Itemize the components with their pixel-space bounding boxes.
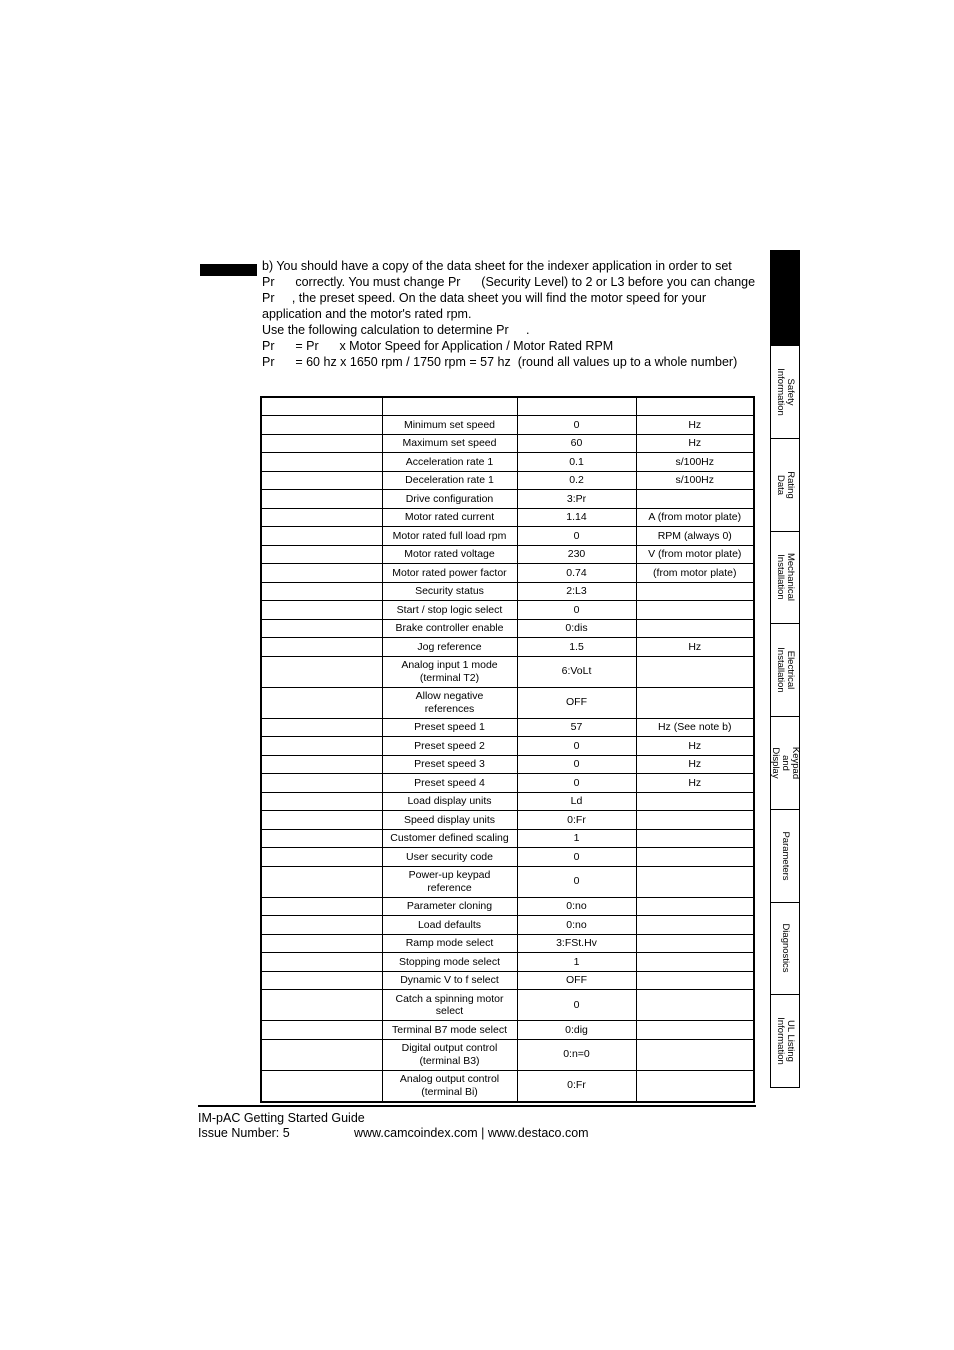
parameter-name-cell: Customer defined scaling: [382, 829, 517, 848]
parameter-value-cell: 230: [517, 545, 636, 564]
parameter-number-cell: [261, 971, 382, 990]
parameter-number-cell: [261, 792, 382, 811]
parameter-value-cell: 0:dis: [517, 619, 636, 638]
side-tab-label: Rating Data: [775, 470, 796, 499]
parameter-number-cell: [261, 718, 382, 737]
footer-websites: www.camcoindex.com | www.destaco.com: [354, 1126, 589, 1140]
parameter-unit-cell: Hz: [636, 774, 754, 793]
parameter-value-cell: 6:VoLt: [517, 656, 636, 687]
table-header-cell: [636, 397, 754, 416]
parameter-value-cell: 1: [517, 953, 636, 972]
parameter-value-cell: 0:Fr: [517, 1070, 636, 1102]
table-row: [261, 687, 754, 718]
parameter-value-cell: 57: [517, 718, 636, 737]
parameter-number-cell: [261, 953, 382, 972]
parameter-value-cell: 3:Pr: [517, 490, 636, 509]
parameter-number-cell: [261, 453, 382, 472]
table-row: [261, 916, 754, 935]
parameter-name-cell: Jog reference: [382, 638, 517, 657]
parameter-name-cell: Power-up keypad reference: [382, 866, 517, 897]
parameter-number-cell: [261, 866, 382, 897]
parameter-number-cell: [261, 508, 382, 527]
parameter-value-cell: 0: [517, 774, 636, 793]
parameter-number-cell: [261, 897, 382, 916]
parameter-number-cell: [261, 1021, 382, 1040]
parameter-value-cell: 3:FSt.Hv: [517, 934, 636, 953]
parameter-unit-cell: [636, 829, 754, 848]
parameter-value-cell: 0: [517, 416, 636, 435]
intro-line: Pr = Pr x Motor Speed for Application / Motor Rated RPM: [262, 339, 614, 353]
parameter-name-cell: User security code: [382, 848, 517, 867]
parameter-unit-cell: [636, 656, 754, 687]
table-row: [261, 755, 754, 774]
table-row: [261, 564, 754, 583]
side-tab-ul-listing-information[interactable]: [771, 994, 799, 1087]
parameter-value-cell: 0: [517, 848, 636, 867]
parameter-number-cell: [261, 687, 382, 718]
parameter-value-cell: 1.14: [517, 508, 636, 527]
parameter-name-cell: Drive configuration: [382, 490, 517, 509]
parameter-unit-cell: Hz: [636, 416, 754, 435]
parameter-value-cell: 0: [517, 755, 636, 774]
table-row: [261, 792, 754, 811]
parameter-number-cell: [261, 1070, 382, 1102]
table-row: [261, 656, 754, 687]
table-row: [261, 848, 754, 867]
parameter-unit-cell: [636, 601, 754, 620]
parameter-value-cell: 1: [517, 829, 636, 848]
parameter-value-cell: Ld: [517, 792, 636, 811]
parameter-name-cell: Minimum set speed: [382, 416, 517, 435]
table-row: [261, 811, 754, 830]
parameter-value-cell: 0.1: [517, 453, 636, 472]
table-row: [261, 601, 754, 620]
parameter-name-cell: Preset speed 4: [382, 774, 517, 793]
table-row: [261, 1039, 754, 1070]
parameter-unit-cell: s/100Hz: [636, 471, 754, 490]
parameter-number-cell: [261, 990, 382, 1021]
parameter-unit-cell: [636, 971, 754, 990]
parameter-number-cell: [261, 601, 382, 620]
parameter-number-cell: [261, 656, 382, 687]
side-tab-diagnostics[interactable]: [771, 902, 799, 995]
parameter-unit-cell: [636, 582, 754, 601]
parameter-name-cell: Motor rated current: [382, 508, 517, 527]
intro-line: Pr , the preset speed. On the data sheet you will find the motor speed for your: [262, 291, 706, 305]
table-row: [261, 737, 754, 756]
table-row: [261, 527, 754, 546]
parameter-unit-cell: [636, 897, 754, 916]
parameter-value-cell: OFF: [517, 687, 636, 718]
parameter-name-cell: Preset speed 1: [382, 718, 517, 737]
parameter-number-cell: [261, 916, 382, 935]
parameter-table: [260, 396, 755, 1103]
parameter-number-cell: [261, 638, 382, 657]
side-tab-parameters[interactable]: [771, 809, 799, 902]
intro-text: [262, 258, 762, 370]
parameter-unit-cell: RPM (always 0): [636, 527, 754, 546]
table-row: [261, 638, 754, 657]
table-row: [261, 582, 754, 601]
parameter-value-cell: 0: [517, 866, 636, 897]
footer-rule: [198, 1105, 756, 1107]
parameter-unit-cell: Hz: [636, 755, 754, 774]
parameter-number-cell: [261, 619, 382, 638]
parameter-unit-cell: Hz: [636, 434, 754, 453]
parameter-number-cell: [261, 582, 382, 601]
parameter-name-cell: Security status: [382, 582, 517, 601]
footer-issue-number: Issue Number: 5: [198, 1126, 290, 1140]
section-marker: [200, 264, 257, 276]
parameter-number-cell: [261, 471, 382, 490]
table-row: [261, 1021, 754, 1040]
intro-line: application and the motor's rated rpm.: [262, 307, 472, 321]
side-tab-label: Safety Information: [775, 368, 796, 416]
parameter-name-cell: Motor rated voltage: [382, 545, 517, 564]
table-header-row: [261, 397, 754, 416]
side-tab-label: Diagnostics: [780, 923, 791, 973]
parameter-unit-cell: [636, 990, 754, 1021]
side-tab-bar: [770, 250, 800, 1088]
parameter-unit-cell: Hz: [636, 638, 754, 657]
table-row: [261, 471, 754, 490]
parameter-name-cell: Preset speed 3: [382, 755, 517, 774]
parameter-number-cell: [261, 755, 382, 774]
table-header-cell: [261, 397, 382, 416]
parameter-name-cell: Catch a spinning motor select: [382, 990, 517, 1021]
side-tab-label: Mechanical Installation: [775, 553, 796, 602]
parameter-unit-cell: [636, 848, 754, 867]
parameter-number-cell: [261, 545, 382, 564]
parameter-name-cell: Motor rated full load rpm: [382, 527, 517, 546]
parameter-unit-cell: [636, 687, 754, 718]
parameter-unit-cell: [636, 953, 754, 972]
parameter-name-cell: Preset speed 2: [382, 737, 517, 756]
side-tab-keypad-and-display[interactable]: [771, 716, 799, 809]
parameter-unit-cell: [636, 866, 754, 897]
table-row: [261, 545, 754, 564]
side-tab-header-block: [771, 251, 799, 345]
side-tab-rating-data[interactable]: [771, 438, 799, 531]
parameter-name-cell: Ramp mode select: [382, 934, 517, 953]
table-row: [261, 971, 754, 990]
parameter-value-cell: 0:no: [517, 897, 636, 916]
parameter-value-cell: OFF: [517, 971, 636, 990]
parameter-unit-cell: A (from motor plate): [636, 508, 754, 527]
parameter-unit-cell: [636, 619, 754, 638]
parameter-name-cell: Load defaults: [382, 916, 517, 935]
parameter-name-cell: Dynamic V to f select: [382, 971, 517, 990]
side-tab-label: UL Listing Information: [775, 1017, 796, 1065]
footer-title: IM-pAC Getting Started Guide: [198, 1111, 365, 1125]
parameter-value-cell: 0.74: [517, 564, 636, 583]
table-row: [261, 490, 754, 509]
parameter-number-cell: [261, 416, 382, 435]
parameter-value-cell: 0: [517, 737, 636, 756]
intro-line: b) You should have a copy of the data sheet for the indexer application in order to set: [262, 259, 732, 273]
parameter-number-cell: [261, 934, 382, 953]
table-row: [261, 453, 754, 472]
table-row: [261, 508, 754, 527]
parameter-value-cell: 0: [517, 527, 636, 546]
table-row: [261, 866, 754, 897]
table-row: [261, 934, 754, 953]
parameter-value-cell: 0:n=0: [517, 1039, 636, 1070]
parameter-name-cell: Brake controller enable: [382, 619, 517, 638]
parameter-name-cell: Deceleration rate 1: [382, 471, 517, 490]
intro-line: Use the following calculation to determine Pr .: [262, 323, 530, 337]
parameter-number-cell: [261, 811, 382, 830]
parameter-number-cell: [261, 527, 382, 546]
table-row: [261, 829, 754, 848]
side-tab-electrical-installation[interactable]: [771, 623, 799, 716]
parameter-number-cell: [261, 1039, 382, 1070]
parameter-value-cell: 0: [517, 990, 636, 1021]
parameter-number-cell: [261, 737, 382, 756]
table-row: [261, 619, 754, 638]
parameter-number-cell: [261, 774, 382, 793]
parameter-value-cell: 0: [517, 601, 636, 620]
parameter-unit-cell: [636, 934, 754, 953]
side-tab-mechanical-installation[interactable]: [771, 531, 799, 624]
parameter-unit-cell: Hz (See note b): [636, 718, 754, 737]
parameter-number-cell: [261, 829, 382, 848]
parameter-unit-cell: [636, 811, 754, 830]
parameter-number-cell: [261, 490, 382, 509]
parameter-name-cell: Allow negative references: [382, 687, 517, 718]
parameter-value-cell: 1.5: [517, 638, 636, 657]
parameter-unit-cell: [636, 1021, 754, 1040]
parameter-value-cell: 0:dig: [517, 1021, 636, 1040]
table-row: [261, 1070, 754, 1102]
parameter-name-cell: Load display units: [382, 792, 517, 811]
parameter-number-cell: [261, 564, 382, 583]
parameter-name-cell: Analog input 1 mode (terminal T2): [382, 656, 517, 687]
parameter-value-cell: 0:no: [517, 916, 636, 935]
parameter-value-cell: 60: [517, 434, 636, 453]
parameter-name-cell: Speed display units: [382, 811, 517, 830]
side-tab-label: Electrical Installation: [775, 647, 796, 693]
parameter-unit-cell: [636, 916, 754, 935]
parameter-unit-cell: [636, 1039, 754, 1070]
parameter-name-cell: Digital output control (terminal B3): [382, 1039, 517, 1070]
parameter-unit-cell: [636, 490, 754, 509]
parameter-name-cell: Parameter cloning: [382, 897, 517, 916]
table-header-cell: [382, 397, 517, 416]
parameter-name-cell: Terminal B7 mode select: [382, 1021, 517, 1040]
parameter-name-cell: Stopping mode select: [382, 953, 517, 972]
parameter-name-cell: Start / stop logic select: [382, 601, 517, 620]
parameter-name-cell: Analog output control (terminal Bi): [382, 1070, 517, 1102]
table-row: [261, 718, 754, 737]
parameter-name-cell: Acceleration rate 1: [382, 453, 517, 472]
intro-line: Pr correctly. You must change Pr (Security Level) to 2 or L3 before you can change: [262, 275, 756, 289]
parameter-unit-cell: s/100Hz: [636, 453, 754, 472]
parameter-value-cell: 0:Fr: [517, 811, 636, 830]
parameter-unit-cell: [636, 792, 754, 811]
table-row: [261, 990, 754, 1021]
parameter-table-wrapper: [260, 396, 755, 1103]
intro-line: Pr = 60 hz x 1650 rpm / 1750 rpm = 57 hz (round all values up to a whole number): [262, 355, 738, 369]
side-tab-label: Keypad and Display: [770, 746, 801, 779]
parameter-name-cell: Maximum set speed: [382, 434, 517, 453]
parameter-value-cell: 2:L3: [517, 582, 636, 601]
table-row: [261, 774, 754, 793]
parameter-unit-cell: Hz: [636, 737, 754, 756]
side-tab-label: Parameters: [780, 831, 791, 881]
table-header-cell: [517, 397, 636, 416]
parameter-number-cell: [261, 434, 382, 453]
parameter-name-cell: Motor rated power factor: [382, 564, 517, 583]
table-row: [261, 897, 754, 916]
side-tab-safety-information[interactable]: [771, 345, 799, 438]
table-row: [261, 416, 754, 435]
table-row: [261, 953, 754, 972]
parameter-unit-cell: (from motor plate): [636, 564, 754, 583]
parameter-value-cell: 0.2: [517, 471, 636, 490]
table-row: [261, 434, 754, 453]
parameter-number-cell: [261, 848, 382, 867]
parameter-unit-cell: V (from motor plate): [636, 545, 754, 564]
parameter-unit-cell: [636, 1070, 754, 1102]
